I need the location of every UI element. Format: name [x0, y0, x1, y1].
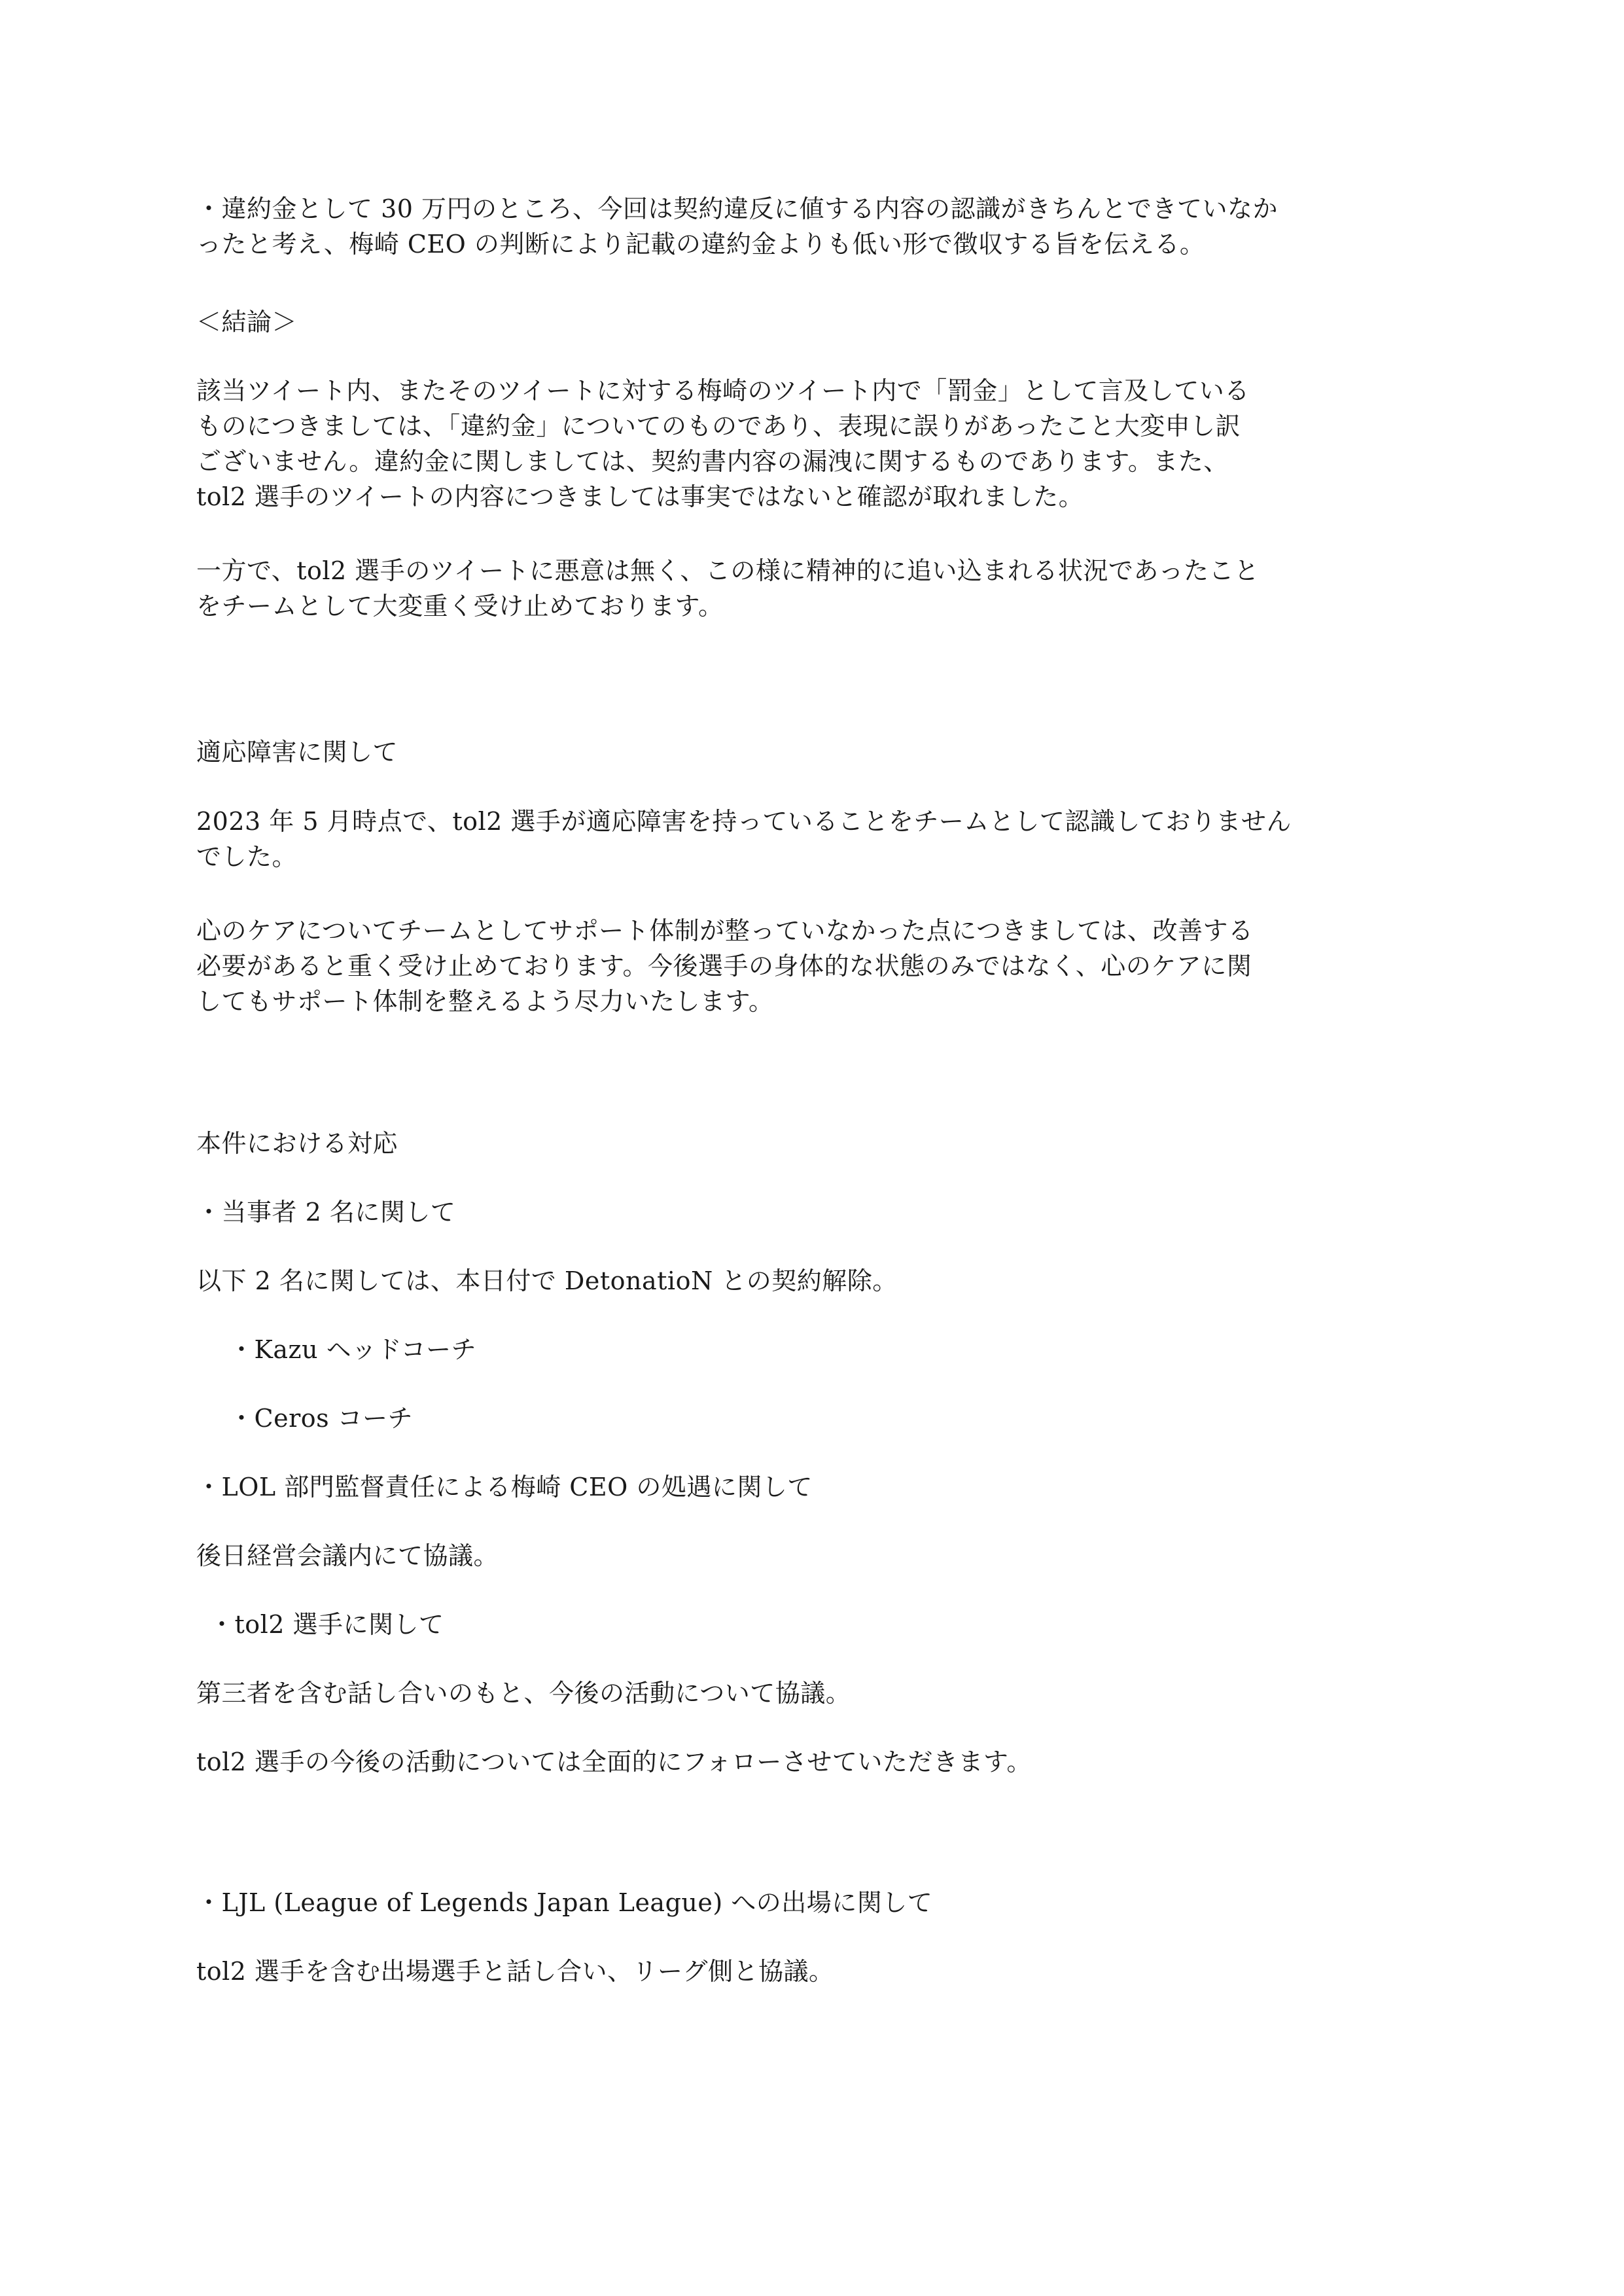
penalty-note-line: ・違約金として 30 万円のところ、今回は契約違反に値する内容の認識がきちんとできていなか — [196, 194, 1279, 223]
ljl-text: tol2 選手を含む出場選手と話し合い、リーグ側と協議。 — [196, 1957, 834, 1986]
adjustment-paragraph-2-line: 必要があると重く受け止めております。今後選手の身体的な状態のみではなく、心のケアに関 — [196, 952, 1252, 980]
tol2-heading: ・tol2 選手に関して — [209, 1610, 444, 1639]
party-list-item: ・Kazu ヘッドコーチ — [229, 1335, 477, 1364]
conclusion-paragraph-1-line: tol2 選手のツイートの内容につきましては事実ではないと確認が取れました。 — [196, 482, 1084, 511]
ljl-heading: ・LJL (League of Legends Japan League) への出場に関して — [196, 1888, 933, 1917]
conclusion-paragraph-2 — [196, 553, 1439, 624]
parties-heading: ・当事者 2 名に関して — [196, 1198, 456, 1227]
conclusion-paragraph-1-line: 該当ツイート内、またそのツイートに対する梅崎のツイート内で「罰金」として言及している — [196, 376, 1250, 405]
tol2-text-1: 第三者を含む話し合いのもと、今後の活動について協議。 — [196, 1679, 851, 1708]
conclusion-heading: ＜結論＞ — [196, 308, 298, 336]
conclusion-paragraph-1 — [196, 373, 1439, 514]
adjustment-paragraph-2 — [196, 913, 1439, 1019]
parties-text: 以下 2 名に関しては、本日付で DetonatioN との契約解除。 — [196, 1266, 898, 1295]
ceo-text: 後日経営会議内にて協議。 — [196, 1541, 499, 1570]
party-list-item: ・Ceros コーチ — [229, 1404, 414, 1433]
conclusion-paragraph-1-line: ものにつきましては、「違約金」についてのものであり、表現に誤りがあったこと大変申し訳 — [196, 412, 1241, 440]
tol2-text-2: tol2 選手の今後の活動については全面的にフォローさせていただきます。 — [196, 1748, 1032, 1776]
ceo-heading: ・LOL 部門監督責任による梅崎 CEO の処遇に関して — [196, 1473, 813, 1501]
penalty-note — [196, 191, 1439, 262]
adjustment-disorder-heading: 適応障害に関して — [196, 738, 398, 766]
adjustment-paragraph-1-line: でした。 — [196, 842, 298, 871]
adjustment-paragraph-2-line: してもサポート体制を整えるよう尽力いたします。 — [196, 987, 774, 1016]
response-heading: 本件における対応 — [196, 1129, 398, 1158]
conclusion-paragraph-1-line: ございません。違約金に関しましては、契約書内容の漏洩に関するものであります。また、 — [196, 447, 1229, 476]
conclusion-paragraph-2-line: 一方で、tol2 選手のツイートに悪意は無く、この様に精神的に追い込まれる状況であったこと — [196, 556, 1260, 585]
adjustment-paragraph-1 — [196, 804, 1439, 874]
conclusion-paragraph-2-line: をチームとして大変重く受け止めております。 — [196, 592, 724, 620]
adjustment-paragraph-1-line: 2023 年 5 月時点で、tol2 選手が適応障害を持っていることをチームとして認識しておりません — [196, 807, 1292, 836]
adjustment-paragraph-2-line: 心のケアについてチームとしてサポート体制が整っていなかった点につきましては、改善する — [196, 916, 1254, 945]
penalty-note-line: ったと考え、梅崎 CEO の判断により記載の違約金よりも低い形で徴収する旨を伝える。 — [196, 230, 1205, 259]
